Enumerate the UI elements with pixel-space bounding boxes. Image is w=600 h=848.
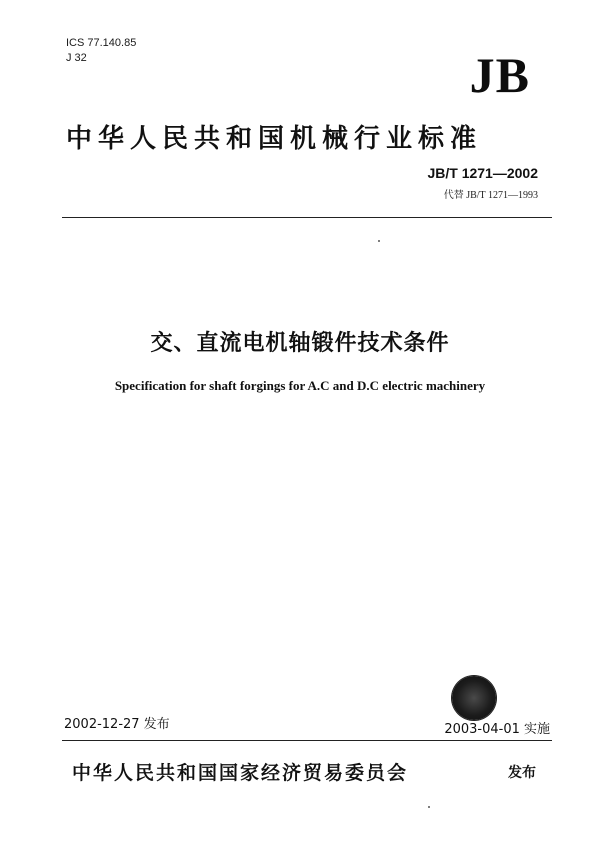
classification-codes <box>66 36 136 66</box>
effective-date: 2003-04-01 实施 <box>444 722 550 737</box>
bottom-divider <box>62 740 552 741</box>
replaces-standard: 代替 JB/T 1271—1993 <box>443 190 538 201</box>
official-seal <box>452 676 496 720</box>
issuer-suffix: 发布 <box>508 765 536 781</box>
issuing-authority-title: 中华人民共和国机械行业标准 <box>66 124 483 154</box>
standard-number <box>427 165 538 181</box>
document-title-chinese: 交、直流电机轴锻件技术条件 <box>150 331 450 356</box>
scan-speck <box>378 240 380 242</box>
ics-code: ICS 77.140.85 <box>66 37 137 49</box>
top-divider <box>62 217 552 218</box>
issue-date: 2002-12-27 发布 <box>64 717 170 732</box>
standard-number-text: JB/T 1271—2002 <box>427 165 538 181</box>
ccs-code: J 32 <box>66 52 87 64</box>
issuer-name: 中华人民共和国国家经济贸易委员会 <box>72 762 409 784</box>
standard-mark: JB <box>469 47 530 103</box>
scan-speck <box>428 806 430 808</box>
document-title-english: Specification for shaft forgings for A.C and D.C electric machinery <box>114 378 486 393</box>
